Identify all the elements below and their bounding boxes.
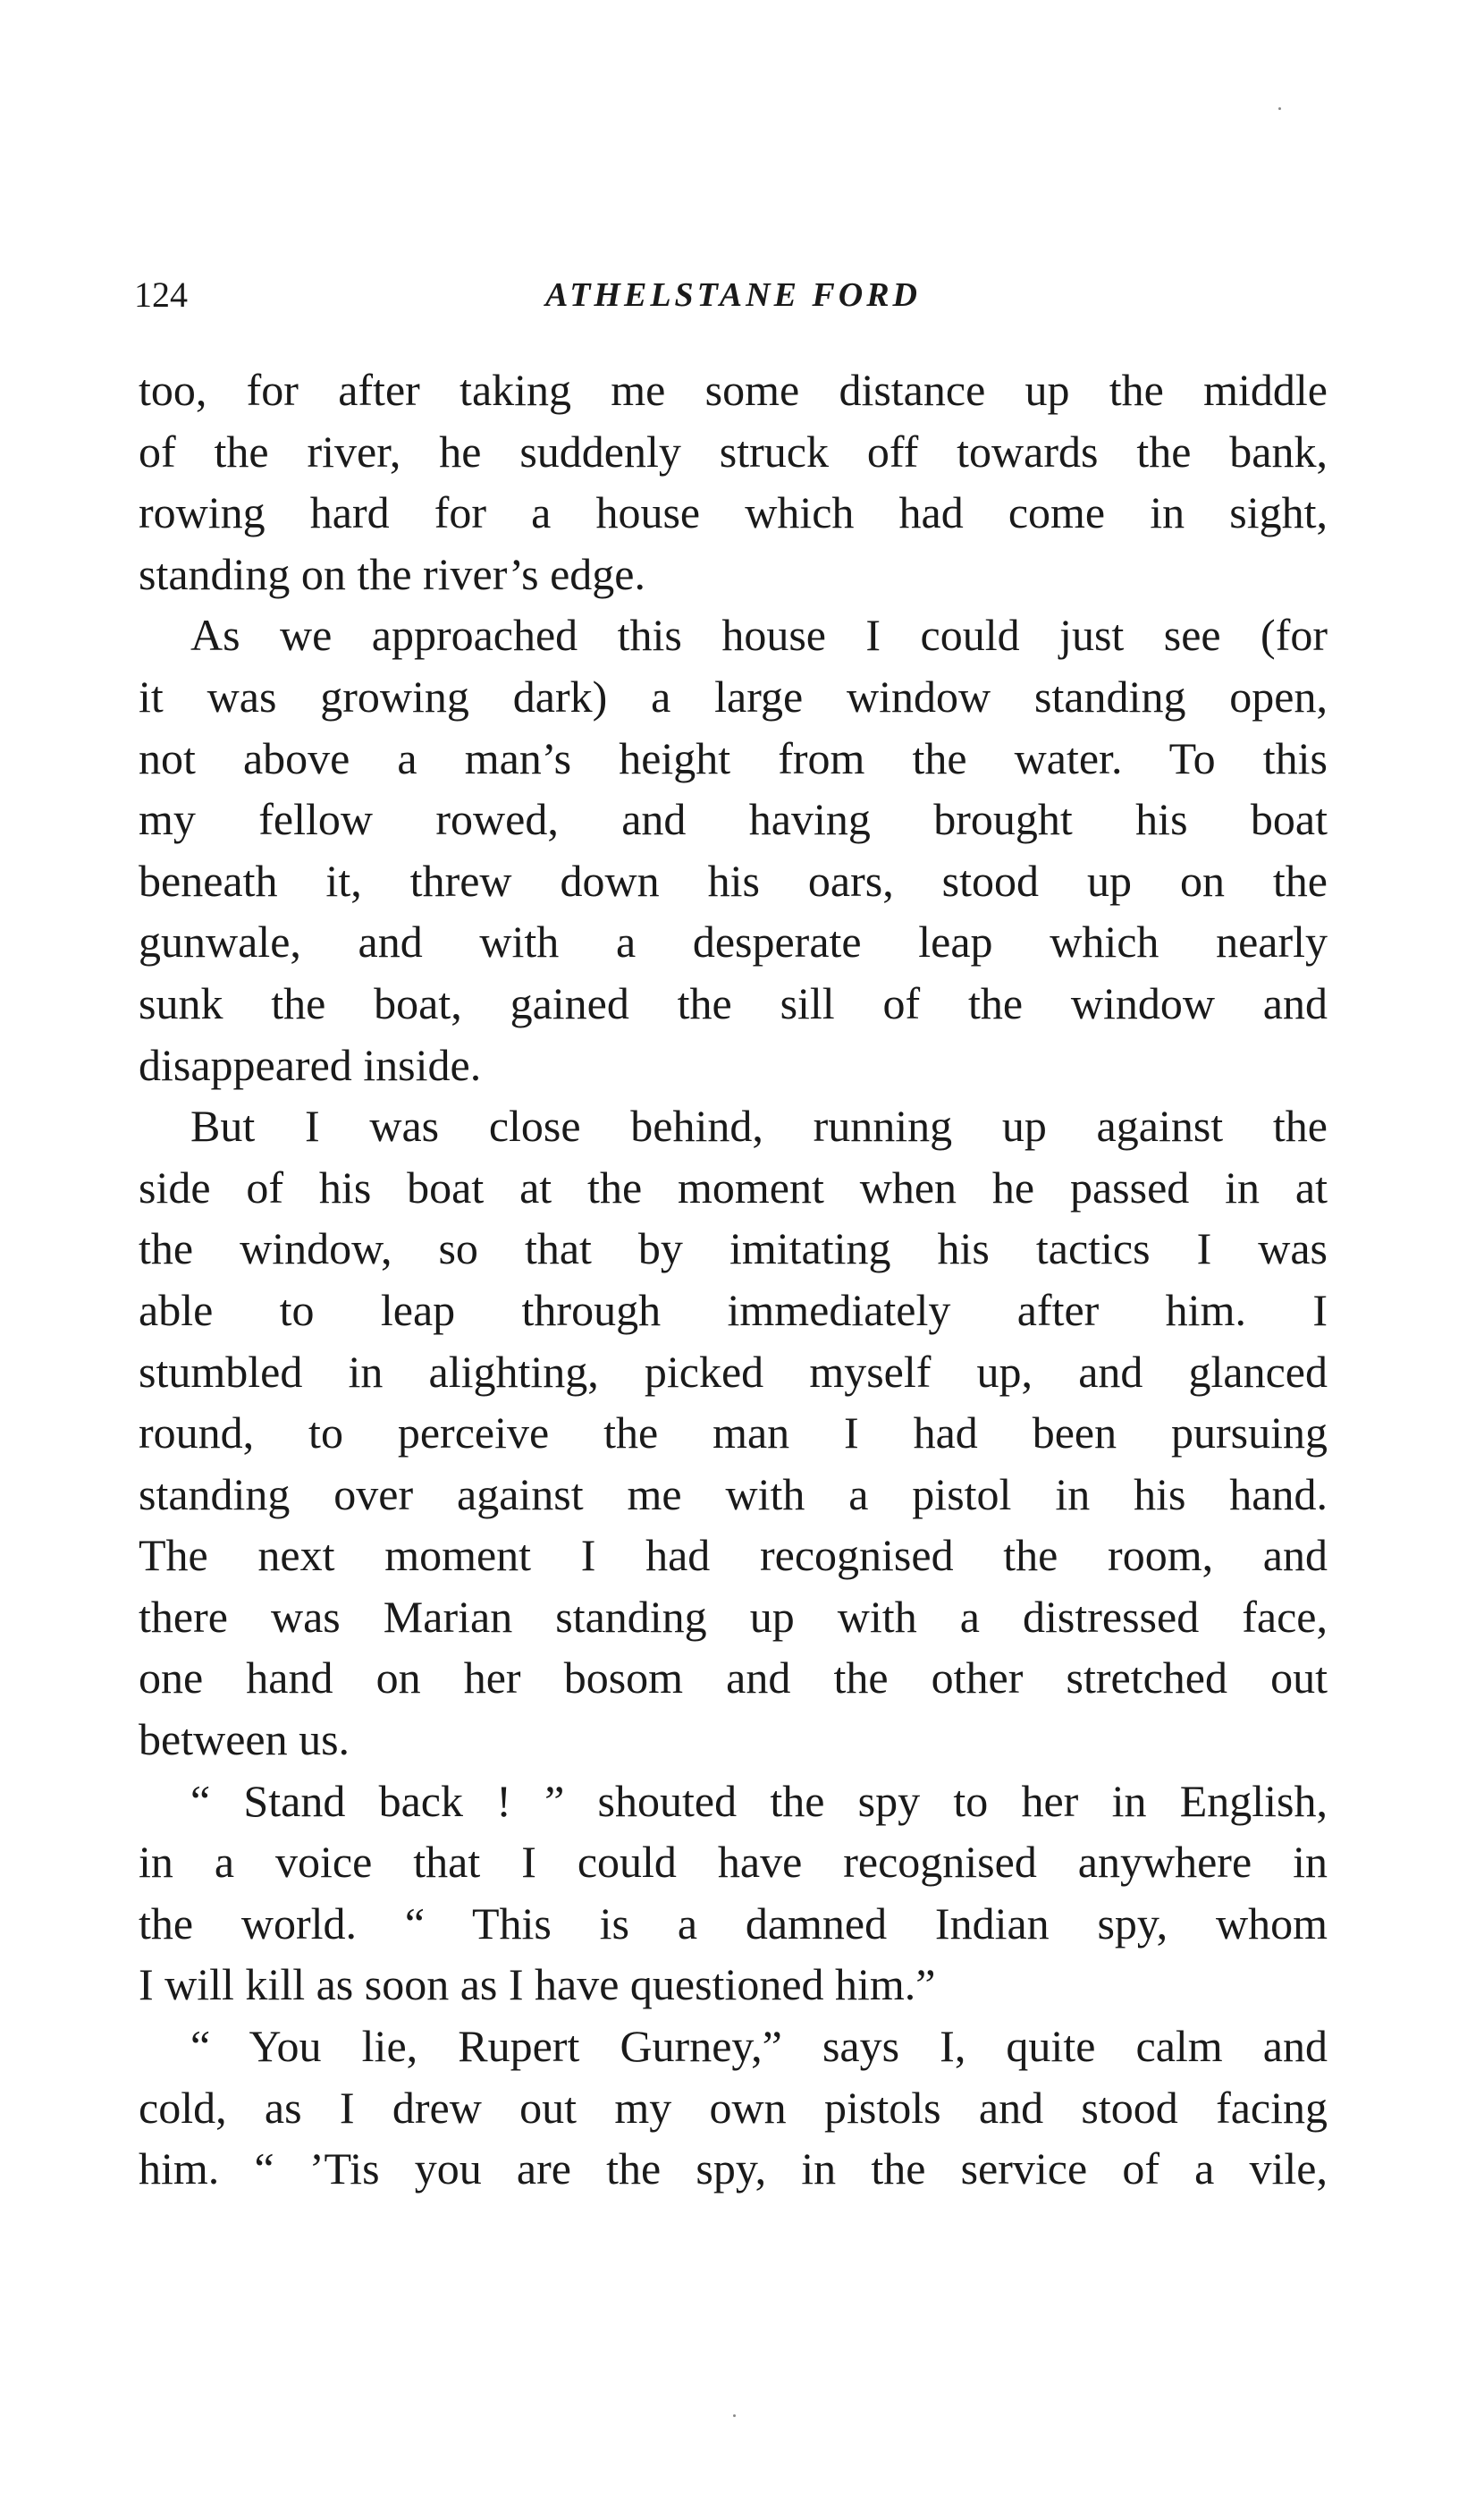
text-line: him. “ ’Tis you are the spy, in the service of a vile, [139, 2143, 1328, 2194]
text-line: “ You lie, Rupert Gurney,” says I, quite calm and [190, 2021, 1328, 2072]
text-line: there was Marian standing up with a distressed face, [139, 1591, 1328, 1642]
text-line: too, for after taking me some distance up the middle [139, 365, 1328, 415]
text-line: my fellow rowed, and having brought his boat [139, 794, 1328, 845]
text-line: it was growing dark) a large window standing open, [139, 671, 1328, 722]
text-line: the window, so that by imitating his tactics I was [139, 1223, 1328, 1274]
text-line: in a voice that I could have recognised anywhere in [139, 1837, 1328, 1888]
text-line: stumbled in alighting, picked myself up, and glanced [139, 1346, 1328, 1397]
paper-speck [1278, 107, 1281, 110]
text-line: not above a man’s height from the water. To this [139, 732, 1328, 783]
text-line: But I was close behind, running up against the [190, 1101, 1328, 1152]
text-line: between us. [139, 1714, 350, 1765]
text-line: side of his boat at the moment when he passed in at [139, 1162, 1328, 1213]
text-line: standing on the river’s edge. [139, 548, 645, 599]
page-header [134, 268, 1332, 322]
text-line: cold, as I drew out my own pistols and stood facing [139, 2082, 1328, 2133]
text-line: gunwale, and with a desperate leap which nearly [139, 917, 1328, 968]
paper-speck [733, 2414, 736, 2417]
text-line: of the river, he suddenly struck off towards the bank, [139, 426, 1328, 477]
text-line: sunk the boat, gained the sill of the window and [139, 977, 1328, 1028]
running-title: ATHELSTANE FORD [544, 276, 922, 314]
text-line: one hand on her bosom and the other stretched out [139, 1653, 1328, 1703]
text-line: The next moment I had recognised the room, and [139, 1530, 1328, 1581]
text-line: I will kill as soon as I have questioned him.” [139, 1959, 936, 2010]
text-line: beneath it, threw down his oars, stood up on the [139, 855, 1328, 906]
page-body [139, 359, 1328, 2200]
text-line: round, to perceive the man I had been pursuing [139, 1407, 1328, 1458]
page-number: 124 [134, 275, 188, 315]
text-line: rowing hard for a house which had come in sight, [139, 487, 1328, 538]
text-line: the world. “ This is a damned Indian spy, whom [139, 1898, 1328, 1948]
text-line: “ Stand back ! ” shouted the spy to her in English, [190, 1775, 1328, 1826]
text-line: As we approached this house I could just see (for [190, 610, 1328, 661]
text-line: standing over against me with a pistol in his hand. [139, 1468, 1328, 1519]
text-line: able to leap through immediately after him. I [139, 1284, 1328, 1335]
text-line: disappeared inside. [139, 1039, 482, 1090]
